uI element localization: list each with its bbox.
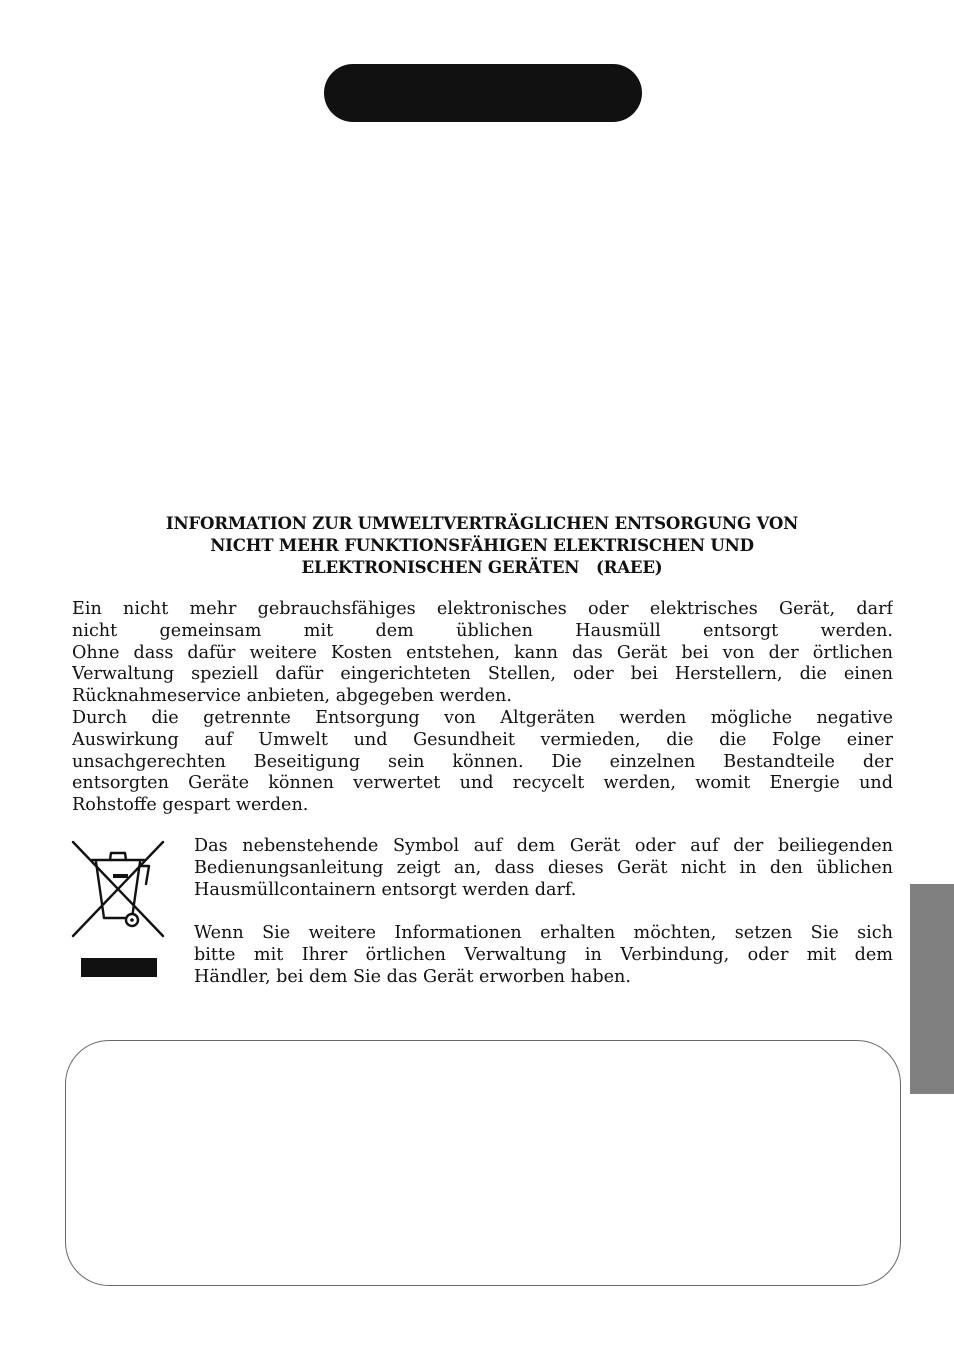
body-line: Rohstoffe gespart werden. [72, 795, 309, 816]
heading-line-3: ELEKTRONISCHEN GERÄTEN (RAEE) [301, 557, 663, 577]
section-heading [72, 512, 892, 578]
body-line: Ohne dass dafür weitere Kosten entstehen, kann das Gerät bei von der örtlichen [72, 642, 893, 663]
body-line: Ein nicht mehr gebrauchsfähiges elektronisches oder elektrisches Gerät, darf [72, 599, 893, 619]
symbol-info-line: Das nebenstehende Symbol auf dem Gerät oder auf der beiliegenden [194, 836, 893, 856]
contact-info-line: Händler, bei dem Sie das Gerät erworben haben. [194, 966, 631, 987]
body-line: Rücknahmeservice anbieten, abgegeben werden. [72, 686, 512, 707]
heading-line-2: NICHT MEHR FUNKTIONSFÄHIGEN ELEKTRISCHEN UND [210, 535, 754, 555]
contact-info-line: bitte mit Ihrer örtlichen Verwaltung in Verbindung, oder mit dem [194, 944, 893, 965]
symbol-explanation-text [194, 836, 893, 989]
body-line: Auswirkung auf Umwelt und Gesundheit vermieden, die die Folge einer [72, 729, 893, 750]
top-title-pill [324, 64, 642, 122]
body-line: Durch die getrennte Entsorgung von Altgeräten werden mögliche negative [72, 707, 893, 728]
body-line: unsachgerechten Beseitigung sein können. Die einzelnen Bestandteile der [72, 751, 893, 772]
body-line: Verwaltung speziell dafür eingerichteten Stellen, oder bei Herstellern, die einen [72, 664, 893, 685]
body-line: nicht gemeinsam mit dem üblichen Hausmüll entsorgt werden. [72, 620, 893, 641]
symbol-info-line: Hausmüllcontainern entsorgt werden darf. [194, 879, 577, 900]
crossed-out-wheelie-bin-icon [70, 838, 166, 982]
paragraph-gap [194, 901, 893, 923]
disposal-info-paragraph [72, 599, 893, 817]
language-side-tab [910, 884, 954, 1094]
heading-line-1: INFORMATION ZUR UMWELTVERTRÄGLICHEN ENTSORGUNG VON [165, 513, 799, 533]
body-line: entsorgten Geräte können verwertet und recycelt werden, womit Energie und [72, 773, 893, 794]
symbol-info-line: Bedienungsanleitung zeigt an, dass dieses Gerät nicht in den üblichen [194, 857, 893, 878]
empty-note-box [65, 1040, 901, 1286]
contact-info-line: Wenn Sie weitere Informationen erhalten möchten, setzen Sie sich [194, 923, 893, 944]
